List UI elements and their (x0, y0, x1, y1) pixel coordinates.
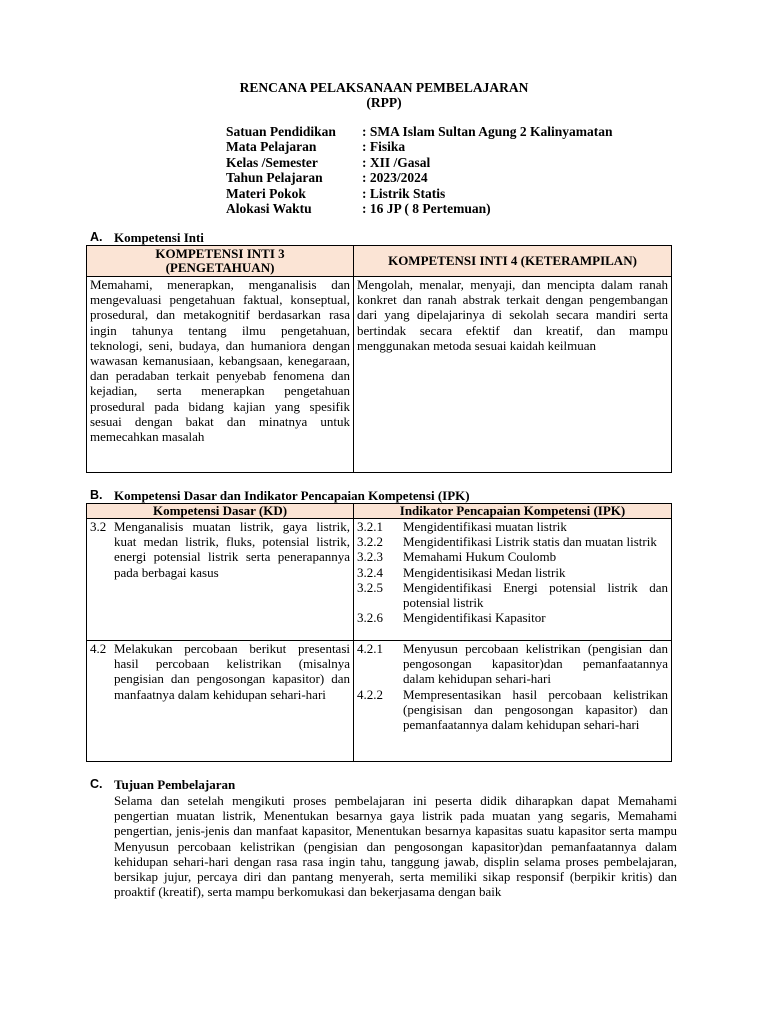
ipk-text: Mengidentifikasi Listrik statis dan muatan listrik (403, 534, 657, 550)
section-b-heading (90, 488, 470, 503)
info-value: : 16 JP ( 8 Pertemuan) (362, 200, 491, 216)
ki4-header: KOMPETENSI INTI 4 (KETERAMPILAN) (354, 246, 672, 277)
ipk-number: 3.2.5 (357, 579, 383, 595)
ipk-cell (354, 519, 672, 641)
info-value: : Listrik Statis (362, 185, 446, 201)
info-value: : SMA Islam Sultan Agung 2 Kalinyamatan (362, 124, 613, 139)
info-label: Satuan Pendidikan (226, 124, 336, 139)
kd-cell (87, 519, 354, 641)
tujuan-paragraph: Selama dan setelah mengikuti proses pembelajaran ini peserta didik diharapkan dapat Memahami pengertian muatan listrik, Menentukan besarnya gaya listrik pada muatan yang segaris, Memahami pengertian, jenis-jenis dan manfaat kapasitor, Menentukan besarnya kapasitas suatu kapasitor serta mampu Menyusun percobaan kelistrikan (pengisian dan pengosongan kapasitor)dan pemanfaatannya dalam kehidupan sehari-hari dengan rasa rasa ingin tahu, tanggung jawab, displin selama proses pembelajaran, bersikap jujur, percaya diri dan pantang menyerah, serta memiliki sikap responsif (berpikir kritis) dan proaktif (kreatif), serta mampu berkomukasi dan bekerjasama dengan baik (114, 793, 677, 900)
section-c-heading (90, 777, 235, 792)
ipk-item (357, 519, 668, 534)
info-value: : XII /Gasal (362, 154, 431, 170)
ipk-item (357, 549, 668, 564)
info-value: : 2023/2024 (362, 170, 428, 186)
kd-item (90, 519, 350, 580)
kd-header: Kompetensi Dasar (KD) (87, 504, 354, 519)
document-title: RENCANA PELAKSANAAN PEMBELAJARAN (239, 80, 529, 95)
ki4-cell: Mengolah, menalar, menyaji, dan mencipta dalam ranah konkret dan ranah abstrak terkait dengan pengembangan dari yang dipelajarinya di sekolah secara mandiri serta bertindak secara efektif dan kreatif, dan mampu menggunakan metoda sesuai kaidah keilmuan (354, 277, 672, 473)
ipk-cell (354, 641, 672, 762)
ipk-number: 3.2.3 (357, 549, 383, 565)
ipk-number: 3.2.2 (357, 534, 383, 550)
ipk-text: Mengidentifikasi Energi potensial listrik dan potensial listrik (403, 579, 668, 611)
ipk-number: 4.2.2 (357, 686, 383, 702)
ipk-number: 3.2.4 (357, 564, 383, 580)
ipk-text: Mempresentasikan hasil percobaan kelistrikan (pengisisan dan pengosongan kapasitor) dan pemanfaatannya dalam kehidupan sehari-hari (403, 686, 668, 733)
info-label: Alokasi Waktu (226, 200, 312, 216)
section-a-letter: A. (90, 230, 103, 244)
info-block (226, 124, 613, 216)
ipk-number: 4.2.1 (357, 641, 383, 656)
kd-cell (87, 641, 354, 762)
ipk-text: Mengidentifikasi muatan listrik (403, 519, 567, 534)
section-a-heading (90, 230, 204, 245)
ipk-item (357, 565, 668, 580)
kd-text: Menganalisis muatan listrik, gaya listrik, kuat medan listrik, fluks, potensial listrik, energi potensial listrik serta penerapannya pada berbagai kasus (114, 519, 350, 580)
kd-text: Melakukan percobaan berikut presentasi hasil percobaan kelistrikan (misalnya pengisian dan pengosongan kapasitor) dan manfaatnya dalam kehidupan sehari-hari (114, 641, 350, 702)
kd-item (90, 641, 350, 702)
ipk-number: 3.2.6 (357, 610, 383, 626)
ipk-text: Mengidentisikasi Medan listrik (403, 564, 566, 580)
ipk-text: Memahami Hukum Coulomb (403, 549, 557, 565)
info-row (226, 139, 613, 154)
info-label: Tahun Pelajaran (226, 170, 323, 186)
ki3-cell: Memahami, menerapkan, menganalisis dan mengevaluasi pengetahuan faktual, konseptual, prosedural, dan metakognitif berdasarkan rasa ingin tahunya tentang ilmu pengetahuan, teknologi, seni, budaya, dan humaniora dengan wawasan kemanusiaan, kebangsaan, kenegaraan, dan peradaban terkait penyebab fenomena dan kejadian, serta menerapkan pengetahuan prosedural pada bidang kajian yang spesifik sesuai dengan bakat dan minatnya untuk memecahkan masalah (87, 277, 354, 473)
ipk-item (357, 580, 668, 610)
ipk-number: 3.2.1 (357, 519, 383, 534)
info-label: Kelas /Semester (226, 154, 318, 170)
kd-number: 3.2 (90, 519, 107, 534)
ipk-item (357, 534, 668, 549)
info-row (226, 186, 613, 201)
kompetensi-inti-table (86, 245, 672, 473)
ipk-item (357, 610, 668, 625)
info-row (226, 170, 613, 185)
section-b-title: Kompetensi Dasar dan Indikator Pencapaian Kompetensi (IPK) (114, 488, 470, 503)
ipk-header: Indikator Pencapaian Kompetensi (IPK) (354, 504, 672, 519)
kd-ipk-table (86, 503, 672, 762)
section-a-title: Kompetensi Inti (114, 230, 204, 245)
ipk-item (357, 687, 668, 733)
info-row (226, 201, 613, 216)
info-row (226, 124, 613, 139)
ipk-text: Menyusun percobaan kelistrikan (pengisian dan pengosongan kapasitor)dan pemanfaatannya dalam kehidupan sehari-hari (403, 641, 668, 687)
section-b-letter: B. (90, 488, 103, 502)
info-label: Mata Pelajaran (226, 139, 317, 155)
kd-number: 4.2 (90, 641, 107, 656)
section-c-letter: C. (90, 777, 103, 791)
ipk-item (357, 641, 668, 687)
info-row (226, 155, 613, 170)
info-label: Materi Pokok (226, 185, 306, 201)
info-value: : Fisika (362, 139, 406, 155)
section-c-title: Tujuan Pembelajaran (114, 777, 236, 792)
ipk-text: Mengidentifikasi Kapasitor (403, 610, 546, 626)
document-subtitle: (RPP) (366, 95, 402, 110)
ki3-header: KOMPETENSI INTI 3 (PENGETAHUAN) (87, 246, 354, 277)
